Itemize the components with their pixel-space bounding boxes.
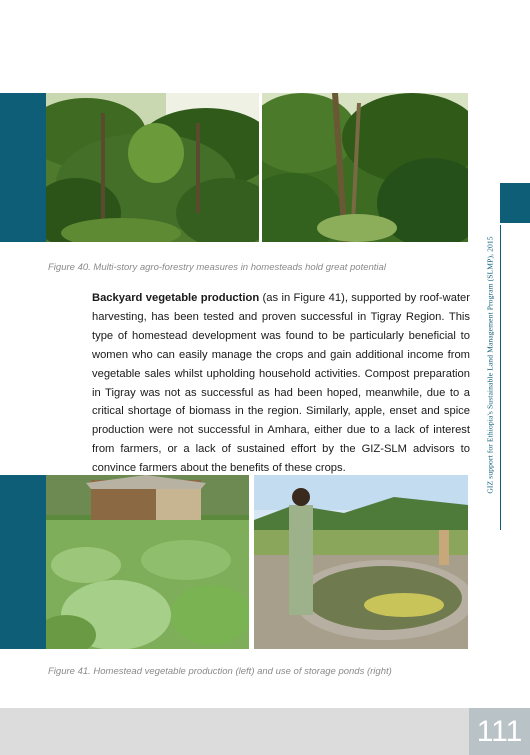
figure40-left-photo xyxy=(46,93,259,242)
figure41-right-photo xyxy=(254,475,468,649)
body-text: (as in Figure 41), supported by roof-water harvesting, has been tested and proven successful in Tigray Region. This type of homestead development was found to be particularly beneficial to women who can easily manage the crops and gain additional income from vegetable sales whilst upholding household activities. Compost preparation in Tigray was not as successful as had been hoped, meanwhile, due to a critical shortage of biomass in the region. Similarly, apple, enset and spice production were not successful in Amhara, either due to a lack of interest from farmers, or a lack of sustained effort by the GIZ-SLM advisors to convince farmers about the benefits of these crops. xyxy=(92,292,470,475)
left-accent-bar-top xyxy=(0,93,46,242)
body-lead: Backyard vegetable production xyxy=(92,292,260,304)
body-paragraph xyxy=(92,289,470,478)
right-accent-tab xyxy=(500,183,530,223)
figure40-right-photo xyxy=(262,93,468,242)
figure40-caption: Figure 40. Multi-story agro-forestry measures in homesteads hold great potential xyxy=(48,262,386,273)
page-number-box xyxy=(469,708,530,755)
sidebar-title-text: GIZ support for Ethiopia's Sustainable Land Management Program (SLMP), 2015 xyxy=(485,236,495,494)
figure41-left-photo xyxy=(46,475,249,649)
page-number: 111 xyxy=(476,715,523,748)
figure41-caption: Figure 41. Homestead vegetable production (left) and use of storage ponds (right) xyxy=(48,666,392,677)
sidebar-rule xyxy=(500,225,501,530)
left-accent-bar-bottom xyxy=(0,475,46,649)
footer-band xyxy=(0,708,530,755)
